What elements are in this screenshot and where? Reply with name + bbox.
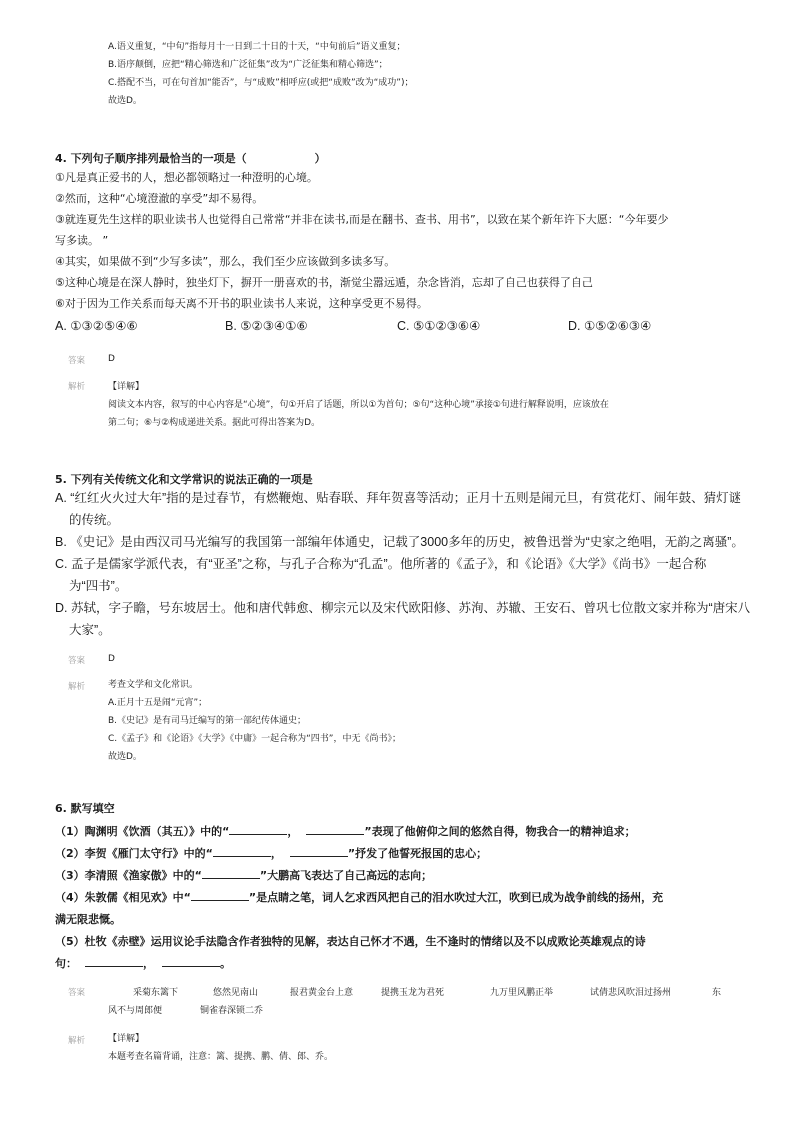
q5-answer-label: 答案 <box>68 656 86 666</box>
q6-answer-5: 九万里风鹏正举 <box>490 988 554 998</box>
answer-blank[interactable] <box>202 867 260 879</box>
q6-item-2-prefix: （2）李贺《雁门太守行》中的“ <box>55 847 213 860</box>
q6-item-5: （5）杜牧《赤壁》运用议论手法隐含作者独特的见解，表达自己怀才不遇，生不逢时的情绪以及不以成败论英雄观点的诗 <box>55 935 646 948</box>
answer-blank[interactable] <box>191 889 249 901</box>
q6-item-1 <box>55 821 663 843</box>
q6-analysis-label: 解析 <box>68 1036 86 1046</box>
q4-sentence: ②然而，这种“心境澄澈的享受”却不易得。 <box>55 192 264 205</box>
q5-analysis-line: C.《孟子》和《论语》《大学》《中庸》一起合称为“四书”，中无《尚书》； <box>108 734 401 744</box>
q5-options <box>55 487 750 641</box>
q6-answer-7-cont: 风不与周郎便 <box>108 1006 163 1016</box>
q4-option-c: C. ⑤①②③⑥④ <box>397 319 481 333</box>
q4-sentence: ⑤这种心境是在深人静时，独坐灯下，摒开一册喜欢的书，渐觉尘嚣远遁，杂念皆消，忘却了自己也获得了自己 <box>55 276 593 289</box>
q4-option-d: D. ①⑤②⑥③④ <box>568 319 652 333</box>
answer-blank[interactable] <box>306 823 364 835</box>
q5-analysis-line: 故选D。 <box>108 752 142 762</box>
q4-answer: D <box>108 354 115 364</box>
prev-explanation-line: A.语义重复，“中旬”指每月十一日到二十日的十天，“中旬前后”语义重复； <box>108 42 406 52</box>
q6-analysis-line: 【详解】 <box>108 1034 145 1044</box>
prev-explanation-line: B.语序颠倒，应把“精心筛选和广泛征集”改为“广泛征集和精心筛选”； <box>108 60 388 70</box>
q6-answer-label: 答案 <box>68 988 86 998</box>
q6-item-1-prefix: （1）陶渊明《饮酒（其五）》中的“ <box>55 825 230 838</box>
comma: ， <box>143 957 154 970</box>
q5-analysis <box>108 676 401 766</box>
answer-blank[interactable] <box>162 955 220 967</box>
q6-analysis-line: 本题考查名篇背诵，注意：篱、提携、鹏、倩、郎、乔。 <box>108 1052 334 1062</box>
q4-title-close: ） <box>314 152 326 165</box>
q4-option-a: A. ①③②⑤④⑥ <box>55 319 138 333</box>
q6-answer-3: 报君黄金台上意 <box>290 988 354 998</box>
q4-sentence: ④其实，如果做不到“少写多读”，那么，我们至少应该做到多读多写。 <box>55 255 396 268</box>
q6-item-4-prefix: （4）朱敦儒《相见欢》中“ <box>55 891 191 904</box>
q6-item-3-suffix: ”大鹏高飞表达了自己高远的志向； <box>259 869 433 882</box>
q5-analysis-line: A.正月十五是闹“元宵”； <box>108 698 208 708</box>
q6-item-2 <box>55 843 663 865</box>
period: 。 <box>220 957 231 970</box>
q6-items <box>55 821 663 975</box>
q5-option-c-cont: 为“四书”。 <box>69 579 128 593</box>
q5-title: 5. 下列有关传统文化和文学常识的说法正确的一项是 <box>55 473 313 486</box>
q4-analysis-line: 阅读文本内容，叙写的中心内容是“心境”，句①开启了话题，所以①为首句；⑤句“这种心境”承接①句进行解释说明，应该放在 <box>108 400 609 410</box>
comma: ， <box>287 825 299 838</box>
q5-option-d: D. 苏轼，字子瞻，号东坡居士。他和唐代韩愈、柳宗元以及宋代欧阳修、苏洵、苏辙、王安石、曾巩七位散文家并称为“唐宋八 <box>55 601 751 615</box>
q5-analysis-label: 解析 <box>68 682 86 692</box>
prev-explanation-line: C.搭配不当，可在句首加“能否”，与“成败”相呼应(或把“成败”改为“成功”)； <box>108 78 414 88</box>
q5-answer: D <box>108 654 115 664</box>
q6-answer-7: 东 <box>712 988 722 998</box>
q5-analysis-line: 考查文学和文化常识。 <box>108 680 199 690</box>
q4-option-b: B. ⑤②③④①⑥ <box>225 319 308 333</box>
prev-explanation-line: 故选D。 <box>108 96 142 106</box>
q6-answer-6: 试倩悲风吹泪过扬州 <box>590 988 672 998</box>
q5-option-a: A. “红红火火过大年”指的是过春节，有燃鞭炮、贴春联、拜年贺喜等活动；正月十五则是闹元旦，有赏花灯、闹年鼓、猜灯谜 <box>55 491 742 505</box>
q5-option-c: C. 孟子是儒家学派代表，有“亚圣”之称，与孔子合称为“孔孟”。他所著的《孟子》，和《论语》《大学》《尚书》一起合称 <box>55 557 707 571</box>
answer-blank[interactable] <box>213 845 271 857</box>
answer-blank[interactable] <box>290 845 348 857</box>
q4-sentence: ③就连夏先生这样的职业读书人也觉得自己常常“并非在读书,而是在翻书、查书、用书”，以致在某个新年许下大愿：“今年要少 <box>55 213 669 226</box>
q6-item-5-prefix: 句： <box>55 957 77 970</box>
q4-options <box>55 315 755 337</box>
q4-analysis <box>108 378 609 432</box>
prev-explanation <box>108 38 413 110</box>
q4-analysis-line: 第二句；⑥与②构成递进关系。据此可得出答案为D。 <box>108 418 321 428</box>
answer-blank[interactable] <box>85 955 143 967</box>
q6-item-3 <box>55 865 663 887</box>
q4-title-text: 4. 下列句子顺序排列最恰当的一项是（ <box>55 152 247 165</box>
q6-item-1-suffix: ”表现了他俯仰之间的悠然自得，物我合一的精神追求； <box>364 825 636 838</box>
q6-title: 6. 默写填空 <box>55 802 115 815</box>
q5-option-d-cont: 大家”。 <box>69 623 111 637</box>
q5-option-b: B. 《史记》是由西汉司马光编写的我国第一部编年体通史，记载了3000多年的历史，被鲁迅誉为“史家之绝唱，无韵之离骚”。 <box>55 535 744 549</box>
q6-item-5-cont <box>55 953 663 975</box>
q6-answer-1: 采菊东篱下 <box>133 988 179 998</box>
q6-analysis <box>108 1030 333 1066</box>
q4-analysis-line: 【详解】 <box>108 382 145 392</box>
q6-item-2-suffix: ”抒发了他誓死报国的忠心； <box>347 847 488 860</box>
q6-answer-2: 悠然见南山 <box>213 988 259 998</box>
q4-answer-label: 答案 <box>68 356 86 366</box>
q6-item-4-suffix: ”是点睛之笔，词人乞求西风把自己的泪水吹过大江，吹到已成为战争前线的扬州，充 <box>248 891 664 904</box>
comma: ， <box>270 847 282 860</box>
q4-sentence: ⑥对于因为工作关系而每天离不开书的职业读书人来说，这种享受更不易得。 <box>55 297 428 310</box>
q4-title <box>55 150 326 166</box>
q6-item-4 <box>55 887 663 909</box>
answer-blank[interactable] <box>229 823 287 835</box>
q4-sentence: 写多读。 ” <box>55 234 109 247</box>
q6-answer-8: 铜雀春深锁二乔 <box>200 1006 264 1016</box>
q6-item-3-prefix: （3）李清照《渔家傲》中的“ <box>55 869 202 882</box>
q5-analysis-line: B.《史记》是有司马迁编写的第一部纪传体通史； <box>108 716 307 726</box>
q4-analysis-label: 解析 <box>68 382 86 392</box>
q5-option-a-cont: 的传统。 <box>69 513 120 527</box>
q6-answer-4: 提携玉龙为君死 <box>381 988 445 998</box>
q4-sentences <box>55 167 668 314</box>
q6-answers <box>0 984 794 1020</box>
q6-item-4-cont: 满无限悲慨。 <box>55 913 121 926</box>
q4-sentence: ①凡是真正爱书的人，想必都领略过一种澄明的心境。 <box>55 171 318 184</box>
